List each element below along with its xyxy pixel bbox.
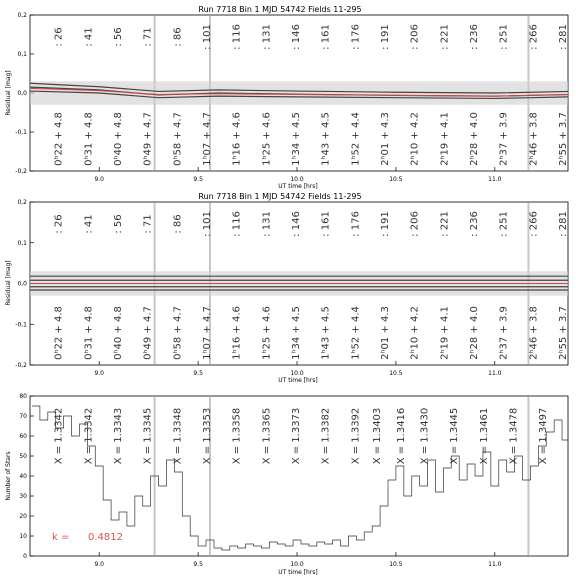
airmass-label: 2ʰ28 + 4.0 xyxy=(469,306,481,360)
airmass-label: 2ʰ37 + 3.9 xyxy=(498,112,510,166)
y-tick-label: 60 xyxy=(19,433,27,440)
field-label: : 236 xyxy=(469,24,481,50)
airmass-label: 2ʰ19 + 4.1 xyxy=(439,306,451,360)
y-tick-label: -0,2 xyxy=(15,168,27,175)
x-tick-label: 9.5 xyxy=(193,561,203,568)
y-tick-label: 0,2 xyxy=(17,199,27,206)
x-tick-label: 9.0 xyxy=(94,561,105,568)
airmass-x-label: X = 1.3342 xyxy=(53,407,65,465)
x-tick-label: 11.0 xyxy=(488,561,502,568)
field-label: : 71 xyxy=(142,27,154,47)
airmass-label: 2ʰ55 + 3.7 xyxy=(558,112,570,166)
y-tick-label: -0,1 xyxy=(15,321,27,329)
airmass-label: 0ʰ31 + 4.8 xyxy=(83,306,95,360)
x-tick-label: 11.0 xyxy=(488,370,502,377)
field-label: : 251 xyxy=(498,211,510,237)
field-label: : 41 xyxy=(83,214,95,234)
airmass-x-label: X = 1.3392 xyxy=(350,407,362,465)
y-tick-label: 10 xyxy=(19,533,27,540)
y-tick-label: 30 xyxy=(19,493,27,500)
panel-bottom-xlabel: UT time [hrs] xyxy=(278,569,318,576)
y-tick-label: 0,2 xyxy=(17,12,27,19)
airmass-x-label: X = 1.3461 xyxy=(478,407,490,465)
airmass-label: 0ʰ49 + 4.7 xyxy=(142,112,154,166)
airmass-x-label: X = 1.3445 xyxy=(449,407,461,465)
airmass-label: 0ʰ31 + 4.8 xyxy=(83,112,95,166)
airmass-label: 1ʰ25 + 4.6 xyxy=(261,306,273,360)
field-label: : 221 xyxy=(439,24,451,50)
residual-panel-top xyxy=(5,5,569,190)
field-label: : 116 xyxy=(231,211,243,237)
x-tick-label: 10.5 xyxy=(389,176,403,183)
panel-middle-xlabel: UT time [hrs] xyxy=(278,377,318,384)
field-label: : 176 xyxy=(350,211,362,237)
field-label: : 251 xyxy=(498,24,510,50)
airmass-x-label: X = 1.3353 xyxy=(201,407,213,465)
x-tick-label: 10.5 xyxy=(389,370,403,377)
field-label: : 56 xyxy=(112,27,124,47)
field-label: : 56 xyxy=(112,214,124,234)
field-label: : 146 xyxy=(291,24,302,50)
airmass-label: 2ʰ55 + 3.7 xyxy=(558,306,570,360)
airmass-x-label: X = 1.3365 xyxy=(261,407,273,465)
field-label: : 26 xyxy=(53,27,65,47)
airmass-x-label: X = 1.3430 xyxy=(419,407,431,465)
field-label: : 26 xyxy=(53,214,65,234)
k-label: k = xyxy=(52,532,70,543)
airmass-label: 1ʰ34 + 4.5 xyxy=(291,112,302,166)
airmass-label: 0ʰ49 + 4.7 xyxy=(142,306,154,360)
y-tick-label: 0,1 xyxy=(17,239,27,247)
x-tick-label: 10.0 xyxy=(290,561,304,568)
airmass-label: 0ʰ40 + 4.8 xyxy=(112,306,124,360)
airmass-x-label: X = 1.3358 xyxy=(231,407,243,465)
field-label: : 131 xyxy=(261,24,273,50)
field-label: : 266 xyxy=(528,211,540,237)
airmass-x-label: X = 1.3416 xyxy=(395,407,407,465)
y-tick-label: -0,1 xyxy=(15,129,27,136)
airmass-label: 2ʰ10 + 4.2 xyxy=(409,112,421,166)
airmass-x-label: X = 1.3478 xyxy=(508,407,520,465)
airmass-x-label: X = 1.3348 xyxy=(172,407,184,465)
airmass-label: 1ʰ25 + 4.6 xyxy=(261,112,273,166)
airmass-label: 1ʰ16 + 4.6 xyxy=(231,306,243,360)
airmass-label: 0ʰ58 + 4.7 xyxy=(172,112,184,166)
airmass-label: 1ʰ43 + 4.5 xyxy=(320,112,332,166)
airmass-label: 1ʰ52 + 4.4 xyxy=(350,112,362,166)
field-label: : 101 xyxy=(201,211,213,237)
x-tick-label: 11.0 xyxy=(488,176,502,183)
y-tick-label: 0,1 xyxy=(17,51,27,58)
y-tick-label: 40 xyxy=(19,473,27,480)
x-tick-label: 9.5 xyxy=(193,370,203,377)
airmass-x-label: X = 1.3497 xyxy=(538,407,550,465)
y-tick-label: 50 xyxy=(19,453,27,460)
airmass-x-label: X = 1.3345 xyxy=(142,407,154,465)
x-tick-label: 9.0 xyxy=(94,176,105,183)
y-tick-label: 0,0 xyxy=(17,280,27,288)
airmass-label: 2ʰ01 + 4.3 xyxy=(380,112,392,166)
airmass-label: 1ʰ16 + 4.6 xyxy=(231,112,243,166)
field-label: : 176 xyxy=(350,24,362,50)
airmass-x-label: X = 1.3343 xyxy=(112,407,124,465)
field-label: : 221 xyxy=(439,211,451,237)
field-label: : 281 xyxy=(558,24,570,50)
airmass-label: 2ʰ37 + 3.9 xyxy=(498,306,510,360)
field-label: : 191 xyxy=(380,24,392,50)
airmass-label: 2ʰ10 + 4.2 xyxy=(409,306,421,360)
y-tick-label: 0,0 xyxy=(17,90,27,97)
airmass-label: 0ʰ22 + 4.8 xyxy=(53,306,65,360)
panel-middle-ylabel: Residual [mag] xyxy=(5,260,12,306)
y-tick-label: 80 xyxy=(19,393,27,400)
airmass-x-label: X = 1.3342 xyxy=(83,407,95,465)
y-tick-label: 20 xyxy=(19,513,27,520)
airmass-x-label: X = 1.3382 xyxy=(320,407,332,465)
field-label: : 146 xyxy=(291,211,302,237)
field-label: : 281 xyxy=(558,211,570,237)
field-label: : 86 xyxy=(172,214,184,234)
field-label: : 131 xyxy=(261,211,273,237)
residual-panel-middle xyxy=(5,192,569,384)
y-tick-label: 70 xyxy=(19,413,27,420)
y-tick-label: 0 xyxy=(23,553,27,560)
airmass-label: 1ʰ34 + 4.5 xyxy=(291,306,302,360)
k-value: 0.4812 xyxy=(88,532,123,543)
airmass-label: 1ʰ07 + 4.7 xyxy=(201,112,213,166)
panel-middle-title: Run 7718 Bin 1 MJD 54742 Fields 11-295 xyxy=(198,192,362,201)
panel-top-xlabel: UT time [hrs] xyxy=(278,183,318,190)
x-tick-label: 10.5 xyxy=(389,561,403,568)
panel-bottom-ylabel: Number of Stars xyxy=(5,451,12,501)
airmass-label: 1ʰ43 + 4.5 xyxy=(320,306,332,360)
field-label: : 161 xyxy=(320,24,332,50)
airmass-label: 0ʰ58 + 4.7 xyxy=(172,306,184,360)
airmass-label: 2ʰ19 + 4.1 xyxy=(439,112,451,166)
field-label: : 206 xyxy=(409,211,421,237)
field-label: : 191 xyxy=(380,211,392,237)
airmass-label: 2ʰ28 + 4.0 xyxy=(469,112,481,166)
field-label: : 86 xyxy=(172,27,184,47)
field-label: : 101 xyxy=(201,24,213,50)
x-tick-label: 9.5 xyxy=(193,176,203,183)
field-label: : 206 xyxy=(409,24,421,50)
airmass-x-label: X = 1.3403 xyxy=(372,407,384,465)
panel-top-title: Run 7718 Bin 1 MJD 54742 Fields 11-295 xyxy=(198,5,362,14)
field-label: : 116 xyxy=(231,24,243,50)
airmass-label: 2ʰ01 + 4.3 xyxy=(380,306,392,360)
airmass-label: 1ʰ07 + 4.7 xyxy=(201,306,213,360)
airmass-label: 0ʰ22 + 4.8 xyxy=(53,112,65,166)
field-label: : 161 xyxy=(320,211,332,237)
airmass-label: 2ʰ46 + 3.8 xyxy=(528,306,540,360)
panel-top-ylabel: Residual [mag] xyxy=(5,70,12,116)
airmass-label: 0ʰ40 + 4.8 xyxy=(112,112,124,166)
x-tick-label: 10.0 xyxy=(290,370,304,377)
airmass-label: 2ʰ46 + 3.8 xyxy=(528,112,540,166)
field-label: : 71 xyxy=(142,214,154,234)
x-tick-label: 10.0 xyxy=(290,176,304,183)
field-label: : 236 xyxy=(469,211,481,237)
airmass-x-label: X = 1.3373 xyxy=(291,407,302,465)
star-count-panel xyxy=(5,393,568,576)
field-label: : 266 xyxy=(528,24,540,50)
airmass-label: 1ʰ52 + 4.4 xyxy=(350,306,362,360)
field-label: : 41 xyxy=(83,27,95,47)
y-tick-label: -0,2 xyxy=(15,362,27,369)
x-tick-label: 9.0 xyxy=(94,370,105,377)
